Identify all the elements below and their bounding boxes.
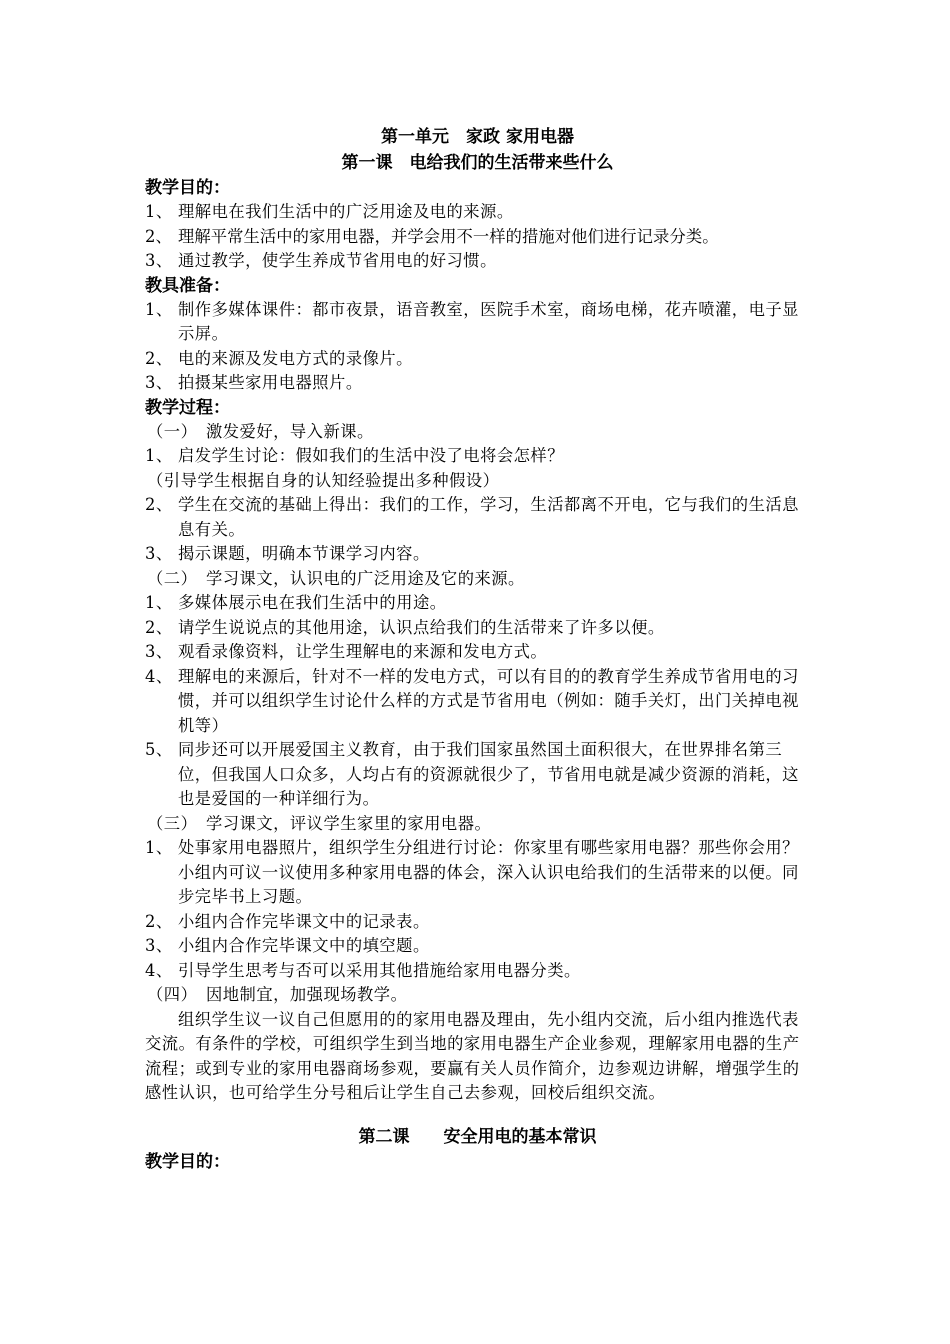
list-item bbox=[145, 200, 810, 225]
item-text: 制作多媒体课件：都市夜景，语音教室，医院手术室，商场电梯，花卉喷灌，电子显示屏。 bbox=[178, 299, 799, 343]
item-number: 2、 bbox=[145, 495, 173, 514]
list-item bbox=[145, 738, 810, 812]
item-number: 1、 bbox=[145, 299, 173, 319]
item-text: 理解平常生活中的家用电器，并学会用不一样的措施对他们进行记录分类。 bbox=[178, 226, 719, 246]
item-number: 1、 bbox=[145, 838, 173, 857]
item-number: 2、 bbox=[145, 348, 173, 368]
item-number: 3、 bbox=[145, 642, 173, 661]
section-label: （三） 学习课文，评议学生家里的家用电器。 bbox=[147, 813, 492, 833]
lesson2-title: 第二课 安全用电的基本常识 bbox=[358, 1126, 597, 1147]
objectives-heading: 教学目的： bbox=[145, 178, 230, 198]
list-item bbox=[145, 665, 810, 739]
item-text: 电的来源及发电方式的录像片。 bbox=[178, 348, 413, 368]
item-text: 同步还可以开展爱国主义教育，由于我们国家虽然国土面积很大，在世界排名第三位，但我国人口众多，人均占有的资源就很少了，节省用电就是减少资源的消耗，这也是爱国的一种详细行为。 bbox=[178, 740, 799, 808]
list-item bbox=[145, 347, 810, 372]
list-item bbox=[145, 371, 810, 396]
materials-heading: 教具准备： bbox=[145, 275, 230, 296]
item-number: 3、 bbox=[145, 251, 173, 270]
item-number: 3、 bbox=[145, 544, 173, 563]
item-text: 拍摄某些家用电器照片。 bbox=[178, 373, 363, 392]
item-number: 2、 bbox=[145, 226, 172, 246]
list-item bbox=[145, 225, 810, 250]
process-heading: 教学过程： bbox=[145, 397, 230, 418]
item-number: 1、 bbox=[145, 446, 173, 465]
item-number: 4、 bbox=[145, 960, 173, 980]
objectives-heading: 教学目的： bbox=[145, 1151, 230, 1172]
item-number: 2、 bbox=[145, 911, 173, 931]
list-item bbox=[145, 836, 810, 910]
unit-title: 第一单元 家政 家用电器 bbox=[381, 127, 574, 147]
item-number: 1、 bbox=[145, 202, 173, 221]
section-paragraph: 组织学生议一议自己但愿用的的家用电器及理由，先小组内交流，后小组内推选代表交流。有条件的学校，可组织学生到当地的家用电器生产企业参观，理解家用电器的生产流程；或到专业的家用电器商场参观，要赢有关人员作简介，边参观边讲解，增强学生的感性认识，也可给学生分号租后让学生自己去参观，回校后组织交流。 bbox=[145, 1009, 800, 1102]
list-item bbox=[145, 493, 810, 542]
item-text: 小组内合作完毕课文中的记录表。 bbox=[178, 911, 430, 931]
section-note: （引导学生根据自身的认知经验提出多种假设） bbox=[147, 470, 500, 490]
list-item bbox=[145, 910, 810, 935]
item-text: 小组内合作完毕课文中的填空题。 bbox=[178, 936, 430, 955]
item-text: 揭示课题，明确本节课学习内容。 bbox=[178, 544, 430, 563]
list-item bbox=[145, 959, 810, 984]
item-text: 通过教学，使学生养成节省用电的好习惯。 bbox=[178, 251, 497, 270]
item-number: 4、 bbox=[145, 666, 173, 686]
item-number: 3、 bbox=[145, 936, 173, 955]
list-item bbox=[145, 249, 810, 274]
section-label: （一） 激发爱好，导入新课。 bbox=[147, 421, 374, 441]
spacer bbox=[145, 1106, 810, 1124]
document-body bbox=[145, 124, 810, 1174]
item-text: 观看录像资料，让学生理解电的来源和发电方式。 bbox=[178, 642, 548, 661]
item-number: 5、 bbox=[145, 740, 173, 759]
item-number: 1、 bbox=[145, 593, 173, 612]
list-item bbox=[145, 591, 810, 616]
list-item bbox=[145, 934, 810, 959]
item-number: 2、 bbox=[145, 617, 173, 637]
list-item bbox=[145, 298, 810, 347]
item-text: 启发学生讨论：假如我们的生活中没了电将会怎样？ bbox=[178, 446, 564, 465]
item-text: 学生在交流的基础上得出：我们的工作，学习，生活都离不开电，它与我们的生活息息有关。 bbox=[178, 495, 799, 539]
item-text: 处事家用电器照片，组织学生分组进行讨论：你家里有哪些家用电器？那些你会用？小组内可议一议使用多种家用电器的体会，深入认识电给我们的生活带来的以便。同步完毕书上习题。 bbox=[178, 838, 799, 906]
list-item bbox=[145, 616, 810, 641]
item-text: 引导学生思考与否可以采用其他措施给家用电器分类。 bbox=[178, 960, 581, 980]
section-label: （四） 因地制宜，加强现场教学。 bbox=[147, 985, 408, 1004]
list-item bbox=[145, 542, 810, 567]
list-item bbox=[145, 640, 810, 665]
section-label: （二） 学习课文，认识电的广泛用途及它的来源。 bbox=[147, 568, 525, 588]
item-text: 请学生说说点的其他用途，认识点给我们的生活带来了许多以便。 bbox=[178, 617, 665, 637]
item-number: 3、 bbox=[145, 373, 173, 392]
list-item bbox=[145, 444, 810, 469]
item-text: 多媒体展示电在我们生活中的用途。 bbox=[178, 593, 447, 612]
item-text: 理解电的来源后，针对不一样的发电方式，可以有目的的教育学生养成节省用电的习惯，并可以组织学生讨论什么样的方式是节省用电（例如：随手关灯，出门关掉电视机等） bbox=[178, 666, 799, 735]
item-text: 理解电在我们生活中的广泛用途及电的来源。 bbox=[178, 202, 514, 221]
lesson1-title: 第一课 电给我们的生活带来些什么 bbox=[341, 153, 614, 173]
